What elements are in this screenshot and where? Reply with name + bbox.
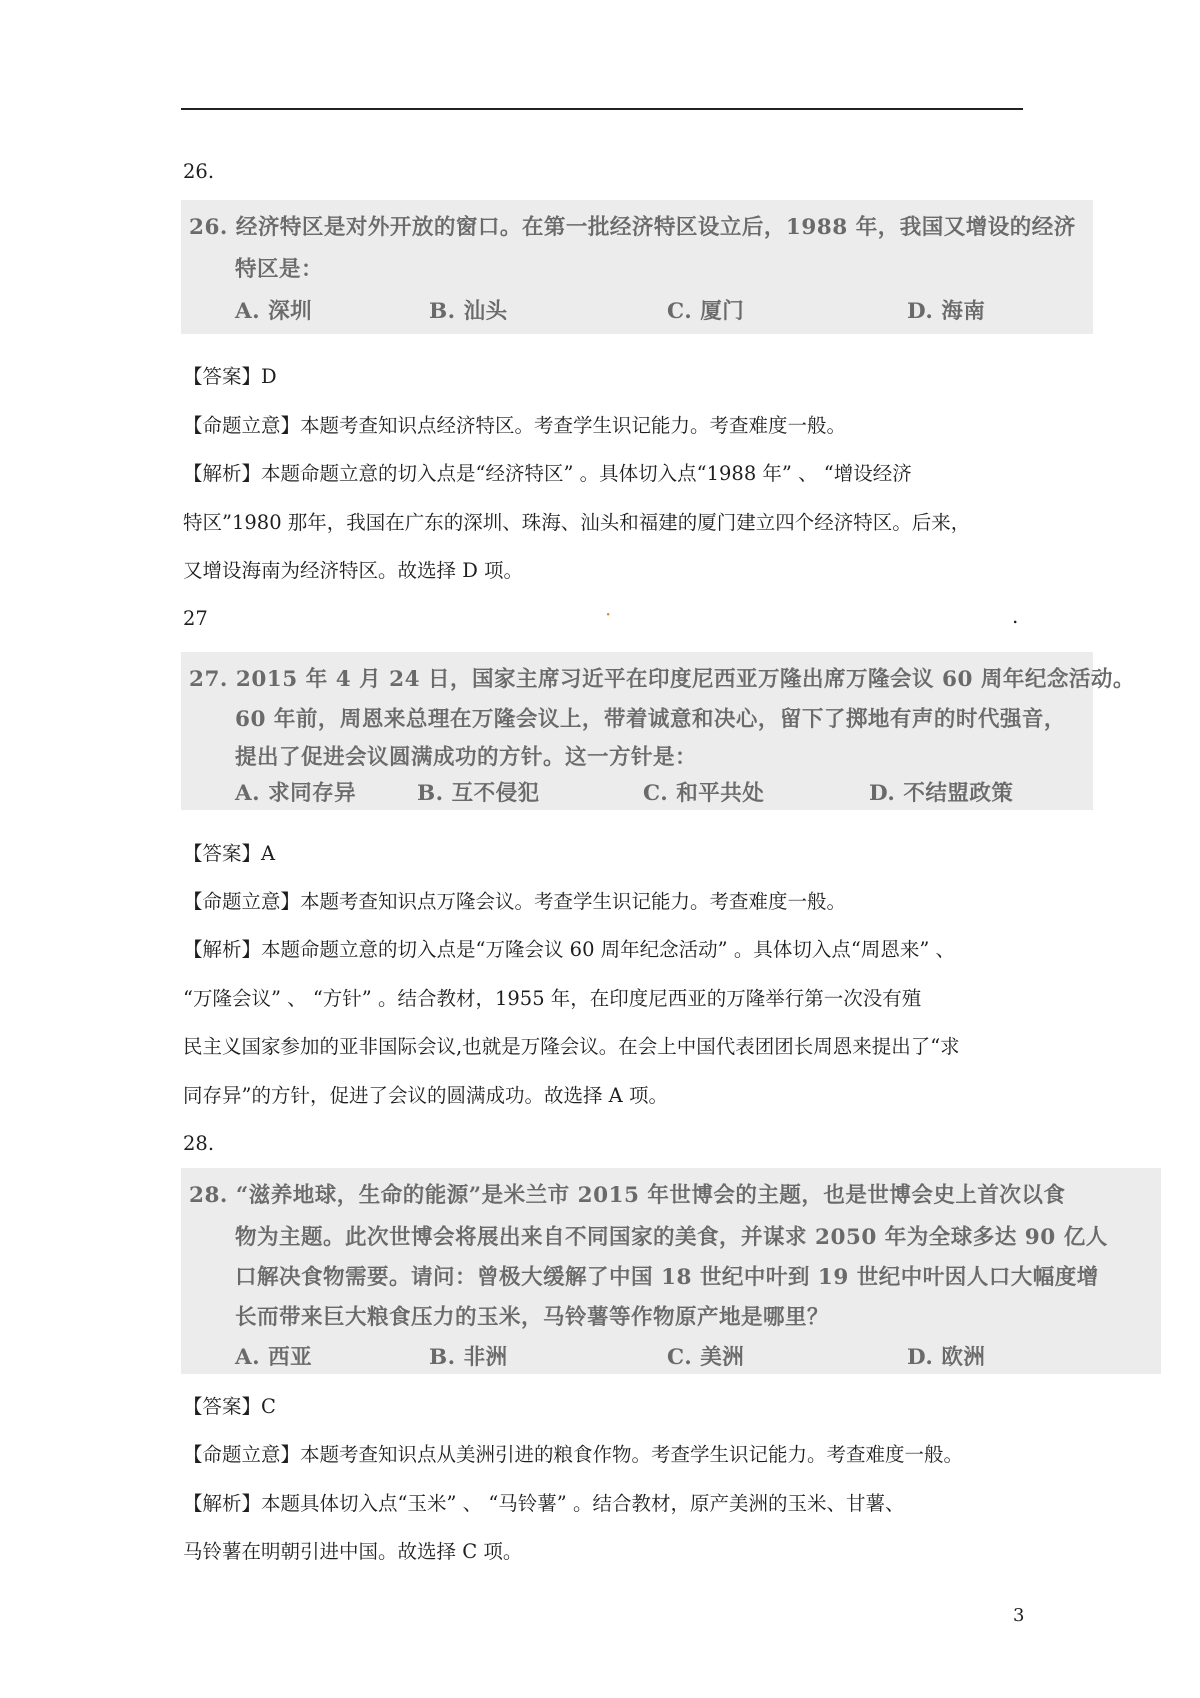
question-28-option-b: B. 非洲 [429, 1345, 508, 1370]
stray-dot: . [1012, 604, 1019, 628]
question-27-number: 27 [183, 607, 208, 630]
question-27-option-d: D. 不结盟政策 [869, 781, 1014, 806]
question-28-stem-line-4: 长而带来巨大粮食压力的玉米，马铃薯等作物原产地是哪里？ [235, 1305, 830, 1330]
question-28-option-a: A. 西亚 [235, 1345, 313, 1370]
question-26-image [181, 200, 1093, 334]
question-26-option-d: D. 海南 [907, 299, 986, 324]
question-28-stem-line-2: 物为主题。此次世博会将展出来自不同国家的美食，并谋求 2050 年为全球多达 90 亿人 [235, 1225, 1108, 1250]
question-27-intent: 【命题立意】本题考查知识点万隆会议。考查学生识记能力。考查难度一般。 [183, 890, 847, 913]
question-27-stem-line-2: 60 年前，周恩来总理在万隆会议上，带着诚意和决心，留下了掷地有声的时代强音， [235, 707, 1066, 732]
question-28-option-c: C. 美洲 [667, 1345, 745, 1370]
question-27-answer: 【答案】A [183, 842, 276, 865]
question-27-stem-line-3: 提出了促进会议圆满成功的方针。这一方针是： [235, 745, 698, 770]
question-27-analysis-line-1: 【解析】本题命题立意的切入点是“万隆会议 60 周年纪念活动” 。具体切入点“周恩来” 、 [183, 938, 955, 961]
question-26-option-c: C. 厦门 [667, 299, 745, 324]
question-26-option-b: B. 汕头 [429, 299, 508, 324]
question-27-image [181, 652, 1135, 810]
question-28-answer: 【答案】C [183, 1395, 276, 1418]
stray-mark: · [605, 602, 612, 626]
question-28-number: 28. [183, 1132, 215, 1155]
question-26-stem-line-2: 特区是： [235, 257, 324, 282]
question-26-stem-line-1: 26. 经济特区是对外开放的窗口。在第一批经济特区设立后，1988 年，我国又增设的经济 [189, 215, 1076, 240]
question-27-stem-line-1: 27. 2015 年 4 月 24 日，国家主席习近平在印度尼西亚万隆出席万隆会议 60 周年纪念活动。 [189, 667, 1135, 692]
question-26-answer: 【答案】D [183, 365, 277, 388]
question-26-option-a: A. 深圳 [235, 299, 313, 324]
question-26-analysis-line-3: 又增设海南为经济特区。故选择 D 项。 [183, 559, 524, 582]
question-27-option-b: B. 互不侵犯 [417, 781, 540, 806]
page-number: 3 [1013, 1605, 1025, 1626]
question-26-number: 26. [183, 160, 215, 183]
question-28-stem-line-3: 口解决食物需要。请问：曾极大缓解了中国 18 世纪中叶到 19 世纪中叶因人口大幅度增 [235, 1265, 1099, 1290]
question-27-analysis-line-4: 同存异”的方针，促进了会议的圆满成功。故选择 A 项。 [183, 1084, 668, 1107]
question-28-intent: 【命题立意】本题考查知识点从美洲引进的粮食作物。考查学生识记能力。考查难度一般。 [183, 1443, 964, 1466]
question-27-analysis-line-3: 民主义国家参加的亚非国际会议,也就是万隆会议。在会上中国代表团团长周恩来提出了“求 [183, 1035, 960, 1058]
question-27-analysis-line-2: “万隆会议” 、 “方针” 。结合教材，1955 年，在印度尼西亚的万隆举行第一次没有殖 [183, 987, 922, 1010]
question-26-intent: 【命题立意】本题考查知识点经济特区。考查学生识记能力。考查难度一般。 [183, 414, 847, 437]
question-27-option-a: A. 求同存异 [235, 781, 357, 806]
question-26-analysis-line-1: 【解析】本题命题立意的切入点是“经济特区” 。具体切入点“1988 年” 、 “增设经济 [183, 462, 912, 485]
question-26-analysis-line-2: 特区”1980 那年，我国在广东的深圳、珠海、汕头和福建的厦门建立四个经济特区。后来， [183, 511, 971, 534]
question-28-analysis-line-1: 【解析】本题具体切入点“玉米” 、 “马铃薯” 。结合教材，原产美洲的玉米、甘薯、 [183, 1492, 905, 1515]
header-rule [181, 108, 1023, 110]
question-28-image [181, 1168, 1161, 1374]
question-28-option-d: D. 欧洲 [907, 1345, 986, 1370]
question-27-option-c: C. 和平共处 [643, 781, 765, 806]
question-28-stem-line-1: 28. “滋养地球，生命的能源”是米兰市 2015 年世博会的主题，也是世博会史上首次以食 [189, 1183, 1066, 1208]
question-28-analysis-line-2: 马铃薯在明朝引进中国。故选择 C 项。 [183, 1540, 523, 1563]
